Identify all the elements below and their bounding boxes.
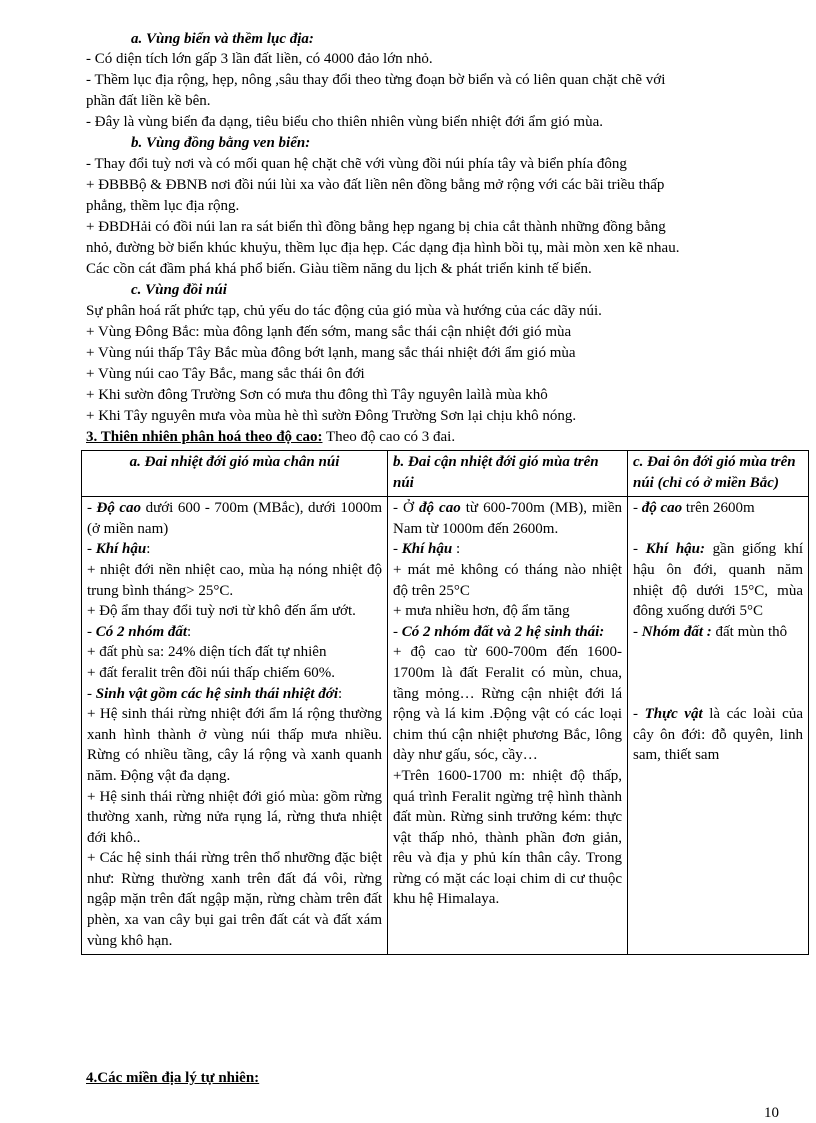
text-line: - Thay đổi tuỳ nơi và có mối quan hệ chặt chẽ với vùng đồi núi phía tây và biển phía đông bbox=[86, 156, 627, 172]
section-3-heading: 3. Thiên nhiên phân hoá theo độ cao: bbox=[86, 429, 323, 445]
label-altitude: Độ cao bbox=[96, 500, 142, 517]
label-soil-ecosystem: Có 2 nhóm đất và 2 hệ sinh thái: bbox=[401, 623, 605, 640]
text-line: - Có diện tích lớn gấp 3 lần đất liền, có 4000 đảo lớn nhỏ. bbox=[86, 51, 433, 67]
text-line: Sự phân hoá rất phức tạp, chủ yếu do tác động của gió mùa và hướng của các dãy núi. bbox=[86, 303, 602, 319]
heading-doi-nui: c. Vùng đồi núi bbox=[131, 282, 227, 298]
label-altitude: độ cao bbox=[641, 500, 683, 517]
section-4-title: 4.Các miền địa lý tự nhiên: bbox=[86, 1070, 260, 1086]
climate-item: + mưa nhiều hơn, độ ẩm tăng bbox=[393, 603, 570, 620]
section-3-title bbox=[86, 427, 455, 447]
ecosystem-item: + Hệ sinh thái rừng nhiệt đới ẩm lá rộng thường xanh hình thành ở vùng núi thấp mưa nhiều. Rừng có nhiều tầng, cây lá rộng và xanh quanh năm. Động vật đa dạng. bbox=[87, 706, 382, 784]
text-line: + ĐBDHải có đồi núi lan ra sát biển thì đồng bằng hẹp ngang bị chia cắt thành những đồng bằng bbox=[86, 219, 666, 235]
altitude-text: dưới 600 - 700m (MBắc), dưới 1000m (ở miền nam) bbox=[87, 500, 382, 537]
cell-subtropical-belt: - Ở độ cao từ 600-700m (MB), miền Nam từ 1000m đến 2600m. - Khí hậu : + mát mẻ không có tháng nào nhiệt độ trên 25°C + mưa nhiều hơn, độ ẩm tăng - Có 2 nhóm đất và 2 hệ sinh thái: + độ cao từ 600-700m đến 1600-1700m là đất Feralit có mùn, chua, tầng mỏng… Rừng cận nhiệt đới lá rộng và lá kim .Động vật có các loại chim thú cận nhiệt phương Bắc, lông dày như gấu, sóc, cầy… +Trên 1600-1700 m: nhiệt độ thấp, quá trình Feralit ngừng trệ hình thành đất mùn. Rừng sinh trưởng kém: thực vật thấp nhỏ, thành phần đơn giản, rêu và địa y phủ kín thân cây. Trong rừng có mặt các loại chim di cư thuộc khu hệ Himalaya. bbox=[388, 497, 628, 955]
ecosystem-item: + Hệ sinh thái rừng nhiệt đới gió mùa: gồm rừng thường xanh, rừng nửa rụng lá, rừng thưa nhiệt đới khô.. bbox=[87, 788, 382, 846]
soil-item: + đất feralit trên đồi núi thấp chiếm 60%. bbox=[87, 664, 335, 681]
climate-item: + Độ ẩm thay đổi tuỳ nơi từ khô đến ẩm ướt. bbox=[87, 603, 356, 620]
heading-vung-bien: a. Vùng biển và thềm lục địa: bbox=[131, 31, 314, 47]
label-soil: Có 2 nhóm đất bbox=[95, 623, 188, 640]
altitude-text: trên 2600m bbox=[682, 500, 755, 517]
text-line: - Đây là vùng biển đa dạng, tiêu biểu cho thiên nhiên vùng biển nhiệt đới ẩm gió mùa. bbox=[86, 114, 603, 130]
cell-tropical-belt: - Độ cao dưới 600 - 700m (MBắc), dưới 1000m (ở miền nam) - Khí hậu: + nhiệt đới nền nhiệt cao, mùa hạ nóng nhiệt độ trung bình tháng> 25°C. + Độ ẩm thay đổi tuỳ nơi từ khô đến ẩm ướt. - Có 2 nhóm đất: + đất phù sa: 24% diện tích đất tự nhiên + đất feralit trên đồi núi thấp chiếm 60%. - Sinh vật gồm các hệ sinh thái nhiệt đới: + Hệ sinh thái rừng nhiệt đới ẩm lá rộng thường xanh hình thành ở vùng núi thấp mưa nhiều. Rừng có nhiều tầng, cây lá rộng và xanh quanh năm. Động vật đa dạng. + Hệ sinh thái rừng nhiệt đới gió mùa: gồm rừng thường xanh, rừng nửa rụng lá, rừng thưa nhiệt đới khô.. + Các hệ sinh thái rừng trên thổ nhưỡng đặc biệt như: Rừng thường xanh trên đất đá vôi, rừng ngập mặn trên đất ngập mặn, rừng chàm trên đất phèn, xa van cây bụi gai trên đất cát và đất xám vùng khô hạn. bbox=[82, 497, 388, 955]
table-header-row bbox=[82, 451, 809, 497]
text-line: phẳng, thềm lục địa rộng. bbox=[86, 198, 240, 214]
section-3-intro: Theo độ cao có 3 đai. bbox=[322, 429, 456, 445]
climate-item: + mát mẻ không có tháng nào nhiệt độ trên 25°C bbox=[393, 561, 622, 599]
text-line: - Thềm lục địa rộng, hẹp, nông ,sâu thay đổi theo từng đoạn bờ biển và có liên quan chặt chẽ với bbox=[86, 72, 666, 88]
text-line: + Khi sườn đông Trường Sơn có mưa thu đông thì Tây nguyên laìlà mùa khô bbox=[86, 387, 548, 403]
text-line: + Vùng Đông Bắc: mùa đông lạnh đến sớm, mang sắc thái cận nhiệt đới gió mùa bbox=[86, 324, 572, 340]
text-line: nhỏ, đường bờ biển khúc khuỷu, thềm lục địa hẹp. Các dạng địa hình bồi tụ, mài mòn xen kẽ nhau. bbox=[86, 240, 680, 256]
label-ecosystem: Sinh vật gồm các hệ sinh thái nhiệt đới bbox=[95, 685, 339, 702]
altitude-belts-table bbox=[81, 450, 809, 955]
soil-item: + độ cao từ 600-700m đến 1600-1700m là đất Feralit có mùn, chua, tầng mỏng… Rừng cận nhiệt đới lá rộng và lá kim .Động vật có các loại chim thú cận nhiệt phương Bắc, lông dày như gấu, sóc, cầy… bbox=[393, 644, 622, 764]
text-line: Các cồn cát đầm phá khá phổ biến. Giàu tiềm năng du lịch & phát triển kinh tế biển. bbox=[86, 261, 592, 277]
text-line: + Vùng núi cao Tây Bắc, mang sắc thái ôn đới bbox=[86, 366, 365, 382]
label-soil: Nhóm đất : bbox=[641, 623, 712, 640]
label-climate: Khí hậu: bbox=[645, 541, 706, 558]
label-climate: Khí hậu bbox=[95, 541, 147, 558]
soil-text: đất mùn thô bbox=[711, 623, 788, 640]
cell-temperate-belt: - độ cao trên 2600m - Khí hậu: gần giống khí hậu ôn đới, quanh năm nhiệt độ dưới 15°C, mùa đông xuống dưới 5°C - Nhóm đất : đất mùn thô - Thực vật là các loài của cây ôn đới: đỗ quyên, linh sam, thiết sam bbox=[628, 497, 809, 955]
heading-dong-bang: b. Vùng đồng bằng ven biển: bbox=[131, 135, 311, 151]
ecosystem-item: + Các hệ sinh thái rừng trên thổ nhưỡng đặc biệt như: Rừng thường xanh trên đất đá vôi, rừng ngập mặn trên đất ngập mặn, rừng chàm trên đất phèn, xa van cây bụi gai trên đất cát và đất xám vùng khô hạn. bbox=[87, 850, 382, 949]
text-line: phần đất liền kề bên. bbox=[86, 93, 211, 109]
soil-item: + đất phù sa: 24% diện tích đất tự nhiên bbox=[87, 644, 327, 661]
label-vegetation: Thực vật bbox=[644, 706, 703, 723]
text-line: + Vùng núi thấp Tây Bắc mùa đông bớt lạnh, mang sắc thái nhiệt đới ẩm gió mùa bbox=[86, 345, 576, 361]
text-line: + ĐBBBộ & ĐBNB nơi đồi núi lùi xa vào đất liền nên đồng bằng mở rộng với các bãi triều thấp bbox=[86, 177, 665, 193]
label-altitude: độ cao bbox=[418, 500, 461, 517]
climate-text: gần giống khí hậu ôn đới, quanh năm nhiệt độ dưới 15°C, mùa đông xuống dưới 5°C bbox=[633, 541, 803, 620]
header-temperate-belt: c. Đai ôn đới gió mùa trên núi (chỉ có ở miền Bắc) bbox=[628, 451, 809, 497]
soil-item: +Trên 1600-1700 m: nhiệt độ thấp, quá trình Feralit ngừng trệ hình thành đất mùn. Rừng sinh trưởng kém: thực vật thấp nhỏ, thành phần đơn giản, rêu và địa y phủ kín thân cây. Trong rừng có mặt các loại chim di cư thuộc khu hệ Himalaya. bbox=[393, 767, 622, 908]
altitude-text: từ 600-700m (MB), miền Nam từ 1000m đến 2600m. bbox=[393, 500, 622, 537]
header-tropical-belt: a. Đai nhiệt đới gió mùa chân núi bbox=[82, 451, 388, 497]
label-climate: Khí hậu bbox=[401, 541, 453, 558]
vegetation-text: là các loài của cây ôn đới: đỗ quyên, linh sam, thiết sam bbox=[633, 706, 804, 764]
altitude-prefix: - Ở bbox=[393, 500, 419, 517]
page-number: 10 bbox=[764, 1105, 779, 1121]
text-line: + Khi Tây nguyên mưa vòa mùa hè thì sườn Đông Trường Sơn lại chịu khô nóng. bbox=[86, 408, 577, 424]
climate-item: + nhiệt đới nền nhiệt cao, mùa hạ nóng nhiệt độ trung bình tháng> 25°C. bbox=[87, 561, 382, 599]
header-subtropical-belt: b. Đai cận nhiệt đới gió mùa trên núi bbox=[388, 451, 628, 497]
table-row bbox=[82, 497, 809, 955]
